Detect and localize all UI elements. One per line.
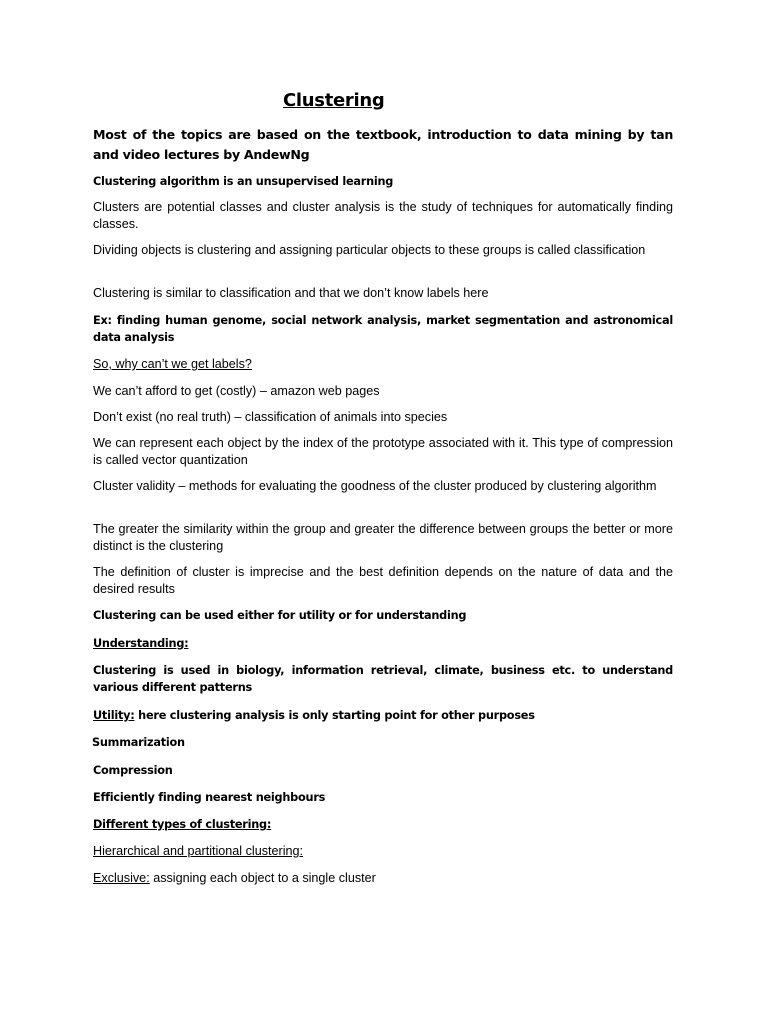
utility-label: Utility: xyxy=(93,709,135,722)
paragraph-clusters-definition: Clusters are potential classes and cluster analysis is the study of techniques for automatically finding classes. xyxy=(93,200,673,231)
paragraph-dividing-objects: Dividing objects is clustering and assigning particular objects to these groups is called classification xyxy=(93,243,646,257)
exclusive-text: assigning each object to a single cluster xyxy=(149,871,376,885)
paragraph-unsupervised: Clustering algorithm is an unsupervised learning xyxy=(93,175,394,188)
heading-hierarchical-partitional: Hierarchical and partitional clustering: xyxy=(93,844,303,858)
paragraph-utility-or-understanding: Clustering can be used either for utility or for understanding xyxy=(93,609,467,622)
paragraph-cluster-validity: Cluster validity – methods for evaluating the goodness of the cluster produced by clustering algorithm xyxy=(93,479,657,493)
page-title: Clustering xyxy=(283,90,385,111)
heading-why-no-labels: So, why can’t we get labels? xyxy=(93,357,252,371)
paragraph-examples: Ex: finding human genome, social network analysis, market segmentation and astronomical data analysis xyxy=(93,314,673,344)
paragraph-cant-afford: We can’t afford to get (costly) – amazon web pages xyxy=(93,384,380,398)
paragraph-greater-similarity: The greater the similarity within the group and greater the difference between groups the better or more distinct is the clustering xyxy=(93,522,673,553)
utility-text: here clustering analysis is only starting point for other purposes xyxy=(134,709,535,722)
item-nearest-neighbours: Efficiently finding nearest neighbours xyxy=(93,791,326,804)
item-summarization: Summarization xyxy=(92,736,185,749)
heading-understanding: Understanding: xyxy=(93,637,189,650)
paragraph-utility xyxy=(93,707,673,724)
paragraph-definition-imprecise: The definition of cluster is imprecise and the best definition depends on the nature of data and the desired results xyxy=(93,565,673,596)
item-compression: Compression xyxy=(93,764,173,777)
paragraph-used-in-biology: Clustering is used in biology, information retrieval, climate, business etc. to understand various different patterns xyxy=(93,664,673,694)
exclusive-label: Exclusive: xyxy=(93,871,150,885)
intro-paragraph: Most of the topics are based on the textbook, introduction to data mining by tan and video lectures by AndewNg xyxy=(93,127,673,162)
paragraph-dont-exist: Don’t exist (no real truth) – classification of animals into species xyxy=(93,410,448,424)
paragraph-vector-quantization: We can represent each object by the index of the prototype associated with it. This type of compression is called vector quantization xyxy=(93,436,673,467)
paragraph-similar-classification: Clustering is similar to classification and that we don’t know labels here xyxy=(93,286,489,300)
heading-types-of-clustering: Different types of clustering: xyxy=(93,818,272,831)
paragraph-exclusive xyxy=(93,870,673,887)
